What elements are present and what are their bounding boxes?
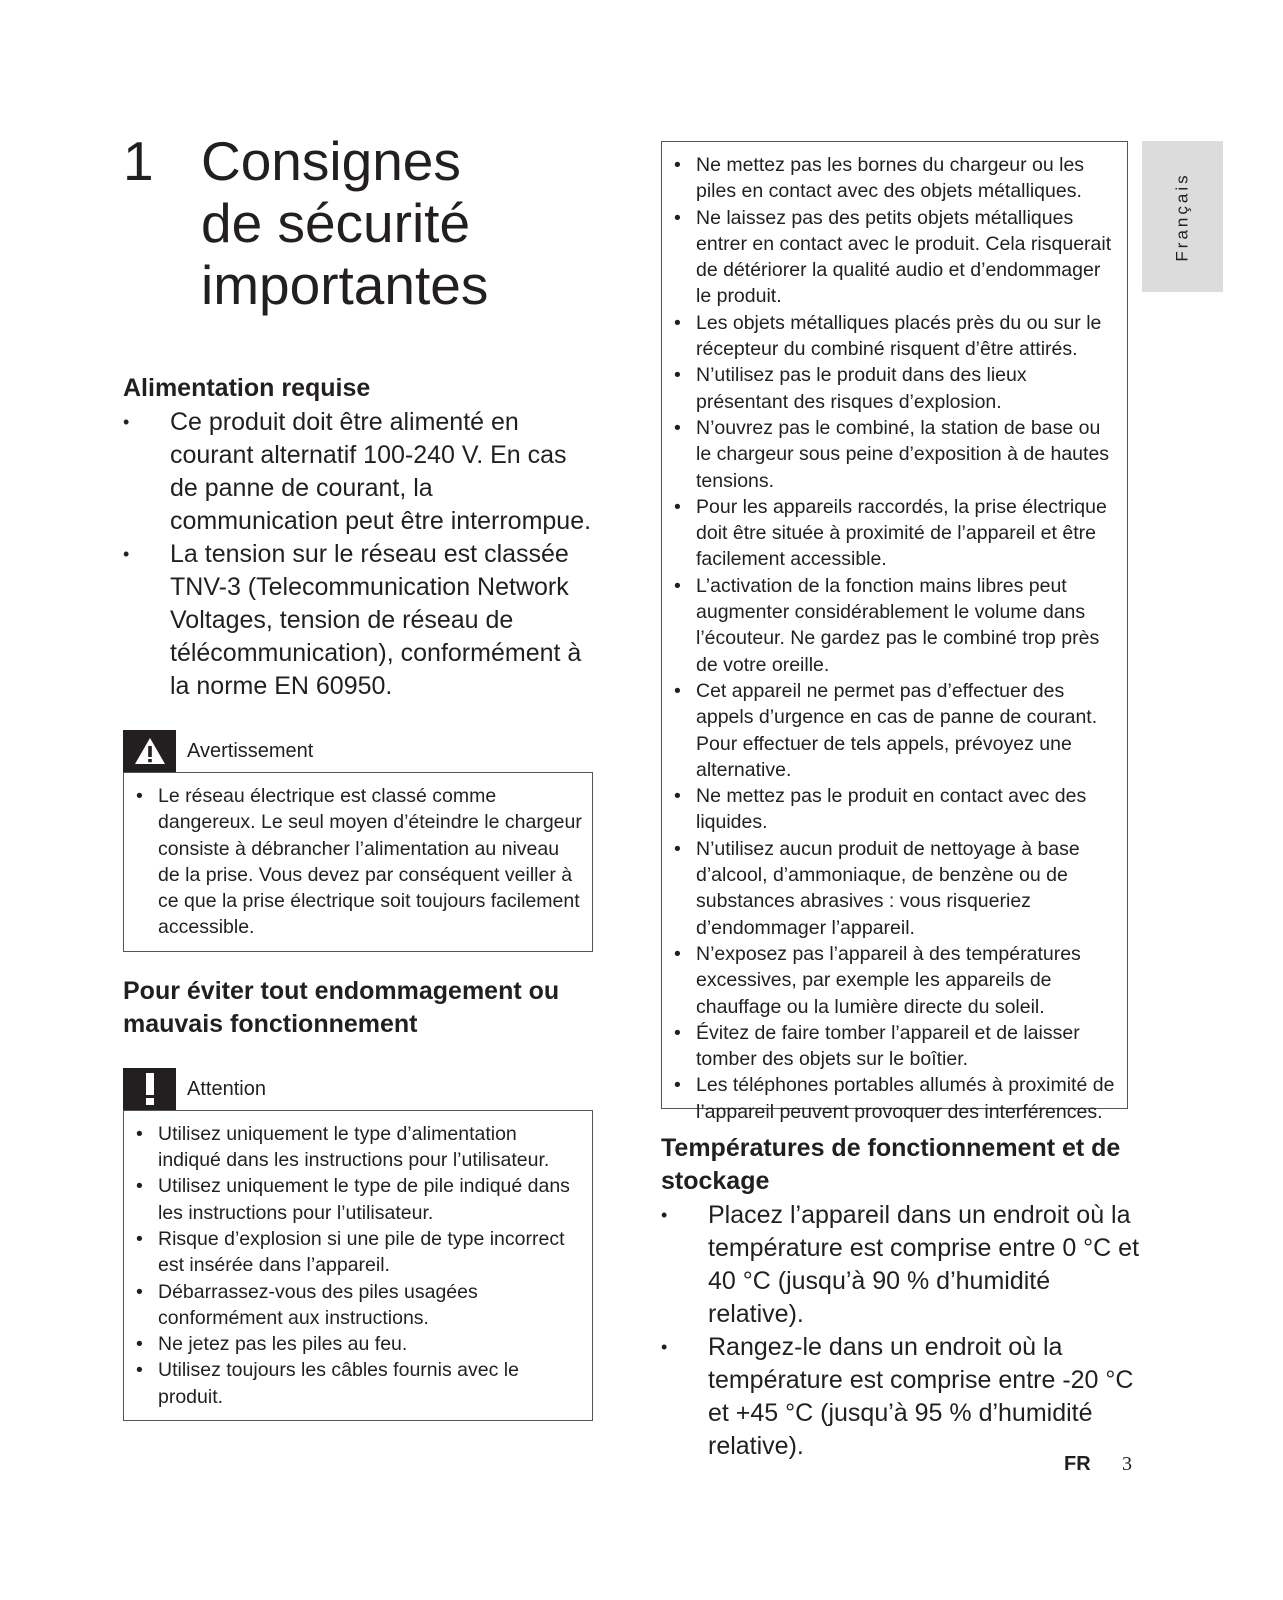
caution-notice: [123, 1068, 593, 1421]
list-item: • Ne mettez pas le produit en contact avec des liquides.: [674, 783, 1119, 836]
damage-heading: Pour éviter tout endommagement ou mauvais fonctionnement: [123, 976, 560, 1038]
safety-list: [674, 152, 1119, 1125]
warning-notice: [123, 730, 593, 952]
temperature-section: [661, 1132, 1141, 1463]
list-item: • Placez l’appareil dans un endroit où la température est comprise entre 0 °C et 40 °C (jusqu’à 90 % d’humidité relative).: [661, 1199, 1141, 1331]
warning-header: [123, 730, 593, 772]
list-item: • Les objets métalliques placés près du ou sur le récepteur du combiné risquent d’être attirés.: [674, 310, 1119, 363]
left-column: [123, 372, 593, 1421]
footer-language: FR: [1064, 1453, 1091, 1475]
list-item: • Utilisez uniquement le type de pile indiqué dans les instructions pour l’utilisateur.: [136, 1173, 582, 1226]
list-item: • La tension sur le réseau est classée TNV-3 (Telecommunication Network Voltages, tension de réseau de télécommunication), conformément à la norme EN 60950.: [123, 538, 593, 703]
list-item: • Ne jetez pas les piles au feu.: [136, 1331, 582, 1357]
power-list: [123, 406, 593, 703]
list-item: • Utilisez toujours les câbles fournis avec le produit.: [136, 1357, 582, 1410]
list-item: • N’ouvrez pas le combiné, la station de base ou le chargeur sous peine d’exposition à de hautes tensions.: [674, 415, 1119, 494]
list-item: • L’activation de la fonction mains libres peut augmenter considérablement le volume dans l’écouteur. Ne gardez pas le combiné trop près de votre oreille.: [674, 573, 1119, 678]
list-item: • Évitez de faire tomber l’appareil et de laisser tomber des objets sur le boîtier.: [674, 1020, 1119, 1073]
safety-list-box: [661, 141, 1128, 1123]
list-item: • Le réseau électrique est classé comme dangereux. Le seul moyen d’éteindre le chargeur consiste à débrancher l’alimentation au niveau de la prise. Vous devez par conséquent veiller à ce que la prise électrique soit toujours facilement accessible.: [136, 783, 582, 941]
list-item: • Risque d’explosion si une pile de type incorrect est insérée dans l’appareil.: [136, 1226, 582, 1279]
caution-title: Attention: [187, 1077, 266, 1100]
list-item: • Ce produit doit être alimenté en courant alternatif 100-240 V. En cas de panne de courant, la communication peut être interrompue.: [123, 406, 593, 538]
warning-box: [123, 772, 593, 952]
language-tab-label: Français: [1172, 171, 1192, 262]
list-item: • Débarrassez-vous des piles usagées conformément aux instructions.: [136, 1279, 582, 1332]
caution-list: [136, 1121, 582, 1410]
exclamation-icon: [123, 1068, 176, 1110]
list-item: • Ne laissez pas des petits objets métalliques entrer en contact avec le produit. Cela risquerait de détériorer la qualité audio et d’endommager le produit.: [674, 205, 1119, 310]
list-item: • Les téléphones portables allumés à proximité de l’appareil peuvent provoquer des interférences.: [674, 1072, 1119, 1125]
list-item: • Rangez-le dans un endroit où la température est comprise entre -20 °C et +45 °C (jusqu’à 95 % d’humidité relative).: [661, 1331, 1141, 1463]
list-item: • N’exposez pas l’appareil à des températures excessives, par exemple les appareils de chauffage ou la lumière directe du soleil.: [674, 941, 1119, 1020]
warning-list: [136, 783, 582, 941]
list-item: • Pour les appareils raccordés, la prise électrique doit être située à proximité de l’appareil et être facilement accessible.: [674, 494, 1119, 573]
list-item: • Cet appareil ne permet pas d’effectuer des appels d’urgence en cas de panne de courant. Pour effectuer de tels appels, prévoyez une alternative.: [674, 678, 1119, 783]
chapter-number: 1: [123, 130, 154, 192]
list-item: • Utilisez uniquement le type d’alimentation indiqué dans les instructions pour l’utilisateur.: [136, 1121, 582, 1174]
chapter-title: Consignes de sécurité importantes: [201, 130, 489, 316]
temperature-heading: Températures de fonctionnement et de stockage: [661, 1134, 1121, 1195]
warning-triangle-icon: [123, 730, 176, 772]
caution-box: [123, 1110, 593, 1421]
caution-header: [123, 1068, 593, 1110]
list-item: • N’utilisez aucun produit de nettoyage à base d’alcool, d’ammoniaque, de benzène ou de substances abrasives : vous risqueriez d’endommager l’appareil.: [674, 836, 1119, 941]
list-item: • Ne mettez pas les bornes du chargeur ou les piles en contact avec des objets métalliques.: [674, 152, 1119, 205]
language-side-tab: [1142, 141, 1223, 292]
temperature-list: [661, 1199, 1141, 1463]
chapter-heading: [123, 130, 488, 316]
power-heading: Alimentation requise: [123, 374, 371, 402]
warning-title: Avertissement: [187, 740, 314, 762]
list-item: • N’utilisez pas le produit dans des lieux présentant des risques d’explosion.: [674, 362, 1119, 415]
page-number: 3: [1122, 1453, 1132, 1475]
